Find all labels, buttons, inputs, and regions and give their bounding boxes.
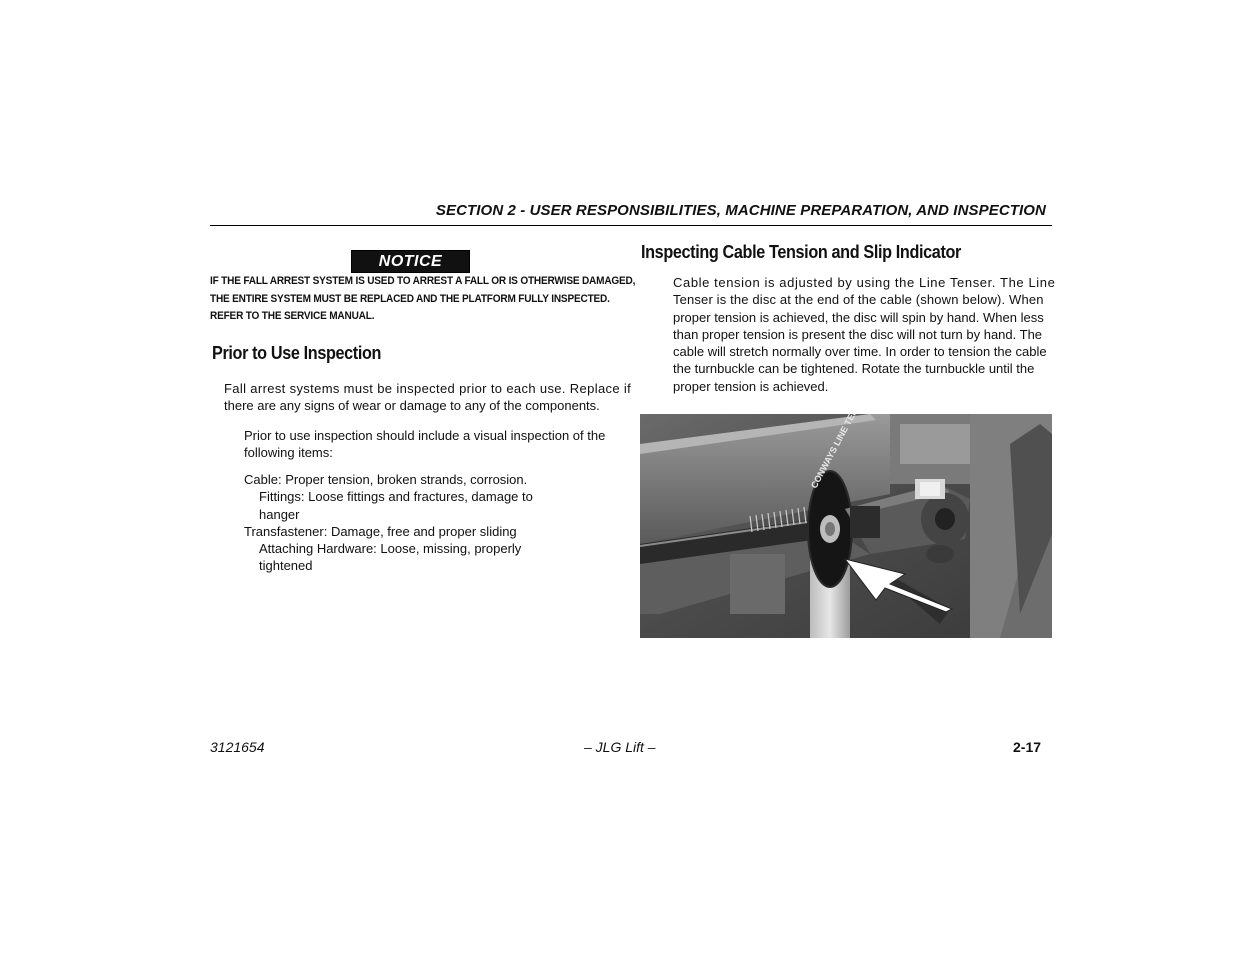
paragraph-line: the turnbuckle can be tightened. Rotate the turnbuckle until the xyxy=(673,361,1035,377)
paragraph-line: proper tension is achieved. xyxy=(673,378,829,394)
paragraph-line: cable will stretch normally over time. In order to tension the cable xyxy=(673,344,1047,360)
list-item-hardware-cont: tightened xyxy=(259,558,313,574)
inspection-intro-paragraph xyxy=(244,427,624,462)
paragraph-line: there are any signs of wear or damage to any of the components. xyxy=(224,398,600,414)
cable-tension-paragraph xyxy=(673,274,1056,395)
page-number: 2-17 xyxy=(1013,739,1042,755)
paragraph-line: Tenser is the disc at the end of the cable (shown below). When xyxy=(673,292,1044,308)
prior-to-use-heading: Prior to Use Inspection xyxy=(212,343,382,363)
header-rule xyxy=(210,225,1052,226)
notice-line: IF THE FALL ARREST SYSTEM IS USED TO ARREST A FALL OR IS OTHERWISE DAMAGED, xyxy=(210,275,636,287)
line-tenser-photo xyxy=(640,414,1052,638)
paragraph-line: proper tension is achieved, the disc will spin by hand. When less xyxy=(673,309,1044,325)
inspection-items-list xyxy=(244,471,554,575)
list-item-transfastener: Transfastener: Damage, free and proper sliding xyxy=(244,523,517,539)
paragraph-line: Cable tension is adjusted by using the Line Tenser. The Line xyxy=(673,275,1056,290)
paragraph-line: than proper tension is present the disc will not turn by hand. The xyxy=(673,326,1043,342)
paragraph-line: following items: xyxy=(244,445,333,461)
notice-badge: NOTICE xyxy=(351,250,470,273)
paragraph-line: Prior to use inspection should include a visual inspection of the xyxy=(244,428,606,443)
prior-to-use-paragraph xyxy=(224,380,632,415)
list-item-fittings-cont: hanger xyxy=(259,506,300,522)
line-tenser-photo-graphic xyxy=(640,414,1052,638)
notice-text xyxy=(210,273,636,326)
notice-line: REFER TO THE SERVICE MANUAL. xyxy=(210,310,375,322)
section-header: SECTION 2 - USER RESPONSIBILITIES, MACHINE PREPARATION, AND INSPECTION xyxy=(435,202,1046,219)
list-item-fittings: Fittings: Loose fittings and fractures, damage to xyxy=(259,489,533,505)
paragraph-line: Fall arrest systems must be inspected prior to each use. Replace if xyxy=(224,381,632,396)
footer-title: – JLG Lift – xyxy=(584,739,656,755)
doc-number: 3121654 xyxy=(210,739,265,755)
list-item-hardware: Attaching Hardware: Loose, missing, properly xyxy=(259,541,522,557)
list-item-cable: Cable: Proper tension, broken strands, corrosion. xyxy=(244,472,528,487)
cable-tension-heading: Inspecting Cable Tension and Slip Indicator xyxy=(641,242,961,262)
notice-line: THE ENTIRE SYSTEM MUST BE REPLACED AND THE PLATFORM FULLY INSPECTED. xyxy=(210,292,610,305)
